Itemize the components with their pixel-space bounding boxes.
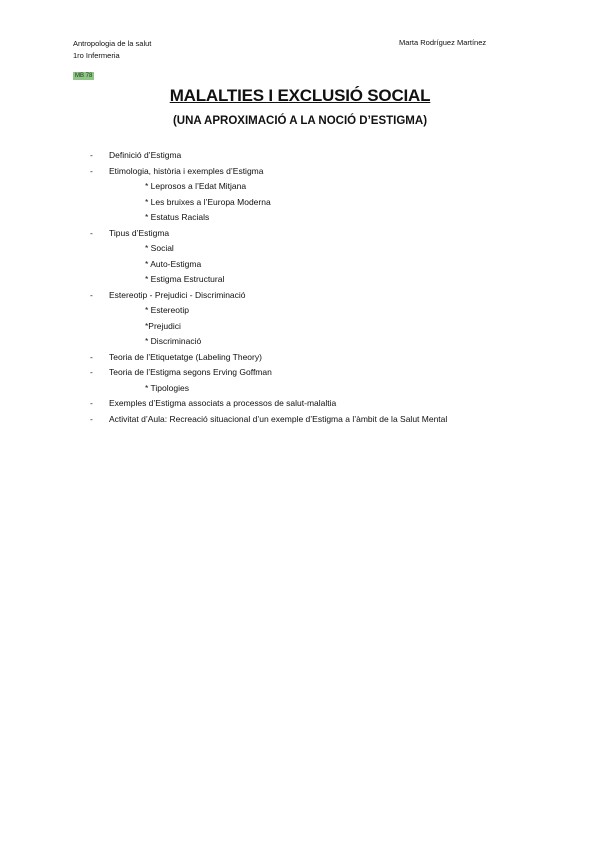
outline-item-label: Teoria de l’Etiquetatge (Labeling Theory) xyxy=(109,351,262,362)
outline-item-label: Etimologia, història i exemples d’Estigma xyxy=(109,165,264,176)
list-dash-marker: - xyxy=(90,351,93,362)
outline-item-label: Activitat d’Aula: Recreació situacional d’un exemple d’Estigma a l’àmbit de la Salut Mental xyxy=(109,413,448,424)
outline-item-label: *Prejudici xyxy=(145,320,181,331)
outline-subitem xyxy=(0,257,600,273)
outline-item xyxy=(0,365,600,381)
outline-item xyxy=(0,148,600,164)
list-dash-marker: - xyxy=(90,289,93,300)
course-name: Antropologia de la salut xyxy=(73,39,152,48)
outline-item-label: * Estigma Estructural xyxy=(145,274,225,284)
outline-item-label: Exemples d’Estigma associats a processos de salut-malaltia xyxy=(109,398,337,408)
outline-subitem xyxy=(0,210,600,226)
outline-item xyxy=(0,396,600,412)
outline-item xyxy=(0,164,600,180)
outline-subitem xyxy=(0,334,600,350)
outline-item xyxy=(0,288,600,304)
document-header-left xyxy=(73,38,151,62)
outline-item-label: Teoria de l’Estigma segons Erving Goffman xyxy=(109,367,272,377)
list-dash-marker: - xyxy=(90,367,93,377)
highlight-tag: MB 78 xyxy=(75,73,93,79)
outline-item-label: * Auto-Estigma xyxy=(145,258,202,269)
list-dash-marker: - xyxy=(90,398,93,408)
outline-subitem xyxy=(0,319,600,335)
outline-item-label: * Discriminació xyxy=(145,336,202,346)
outline-item-label: * Social xyxy=(145,243,174,253)
page-title: MALALTIES I EXCLUSIÓ SOCIAL xyxy=(169,86,431,105)
outline-subitem xyxy=(0,241,600,257)
list-dash-marker: - xyxy=(90,165,93,176)
program-name: 1ro Infermeria xyxy=(73,51,120,60)
outline-subitem xyxy=(0,195,600,211)
outline-item xyxy=(0,226,600,242)
outline-subitem xyxy=(0,272,600,288)
outline-item-label: * Estereotip xyxy=(145,305,189,315)
outline-item-label: Tipus d’Estigma xyxy=(109,227,170,238)
outline-item-label: Estereotip - Prejudici - Discriminació xyxy=(109,289,246,300)
list-dash-marker: - xyxy=(90,227,93,238)
outline-subitem xyxy=(0,179,600,195)
page-subtitle: (UNA APROXIMACIÓ A LA NOCIÓ D’ESTIGMA) xyxy=(172,115,428,127)
outline-item xyxy=(0,412,600,428)
author-name: Marta Rodríguez Martínez xyxy=(399,38,487,47)
outline-subitem xyxy=(0,381,600,397)
outline-item-label: * Les bruixes a l’Europa Moderna xyxy=(145,196,271,207)
list-dash-marker: - xyxy=(90,413,93,424)
outline-subitem xyxy=(0,303,600,319)
outline-item-label: * Leprosos a l’Edat Mitjana xyxy=(145,181,247,191)
list-dash-marker: - xyxy=(90,150,93,160)
outline-item-label: * Estatus Racials xyxy=(145,212,210,222)
outline-item xyxy=(0,350,600,366)
outline-item-label: Definició d’Estigma xyxy=(109,150,182,160)
topic-outline xyxy=(0,148,600,427)
outline-item-label: * Tipologies xyxy=(145,382,189,393)
